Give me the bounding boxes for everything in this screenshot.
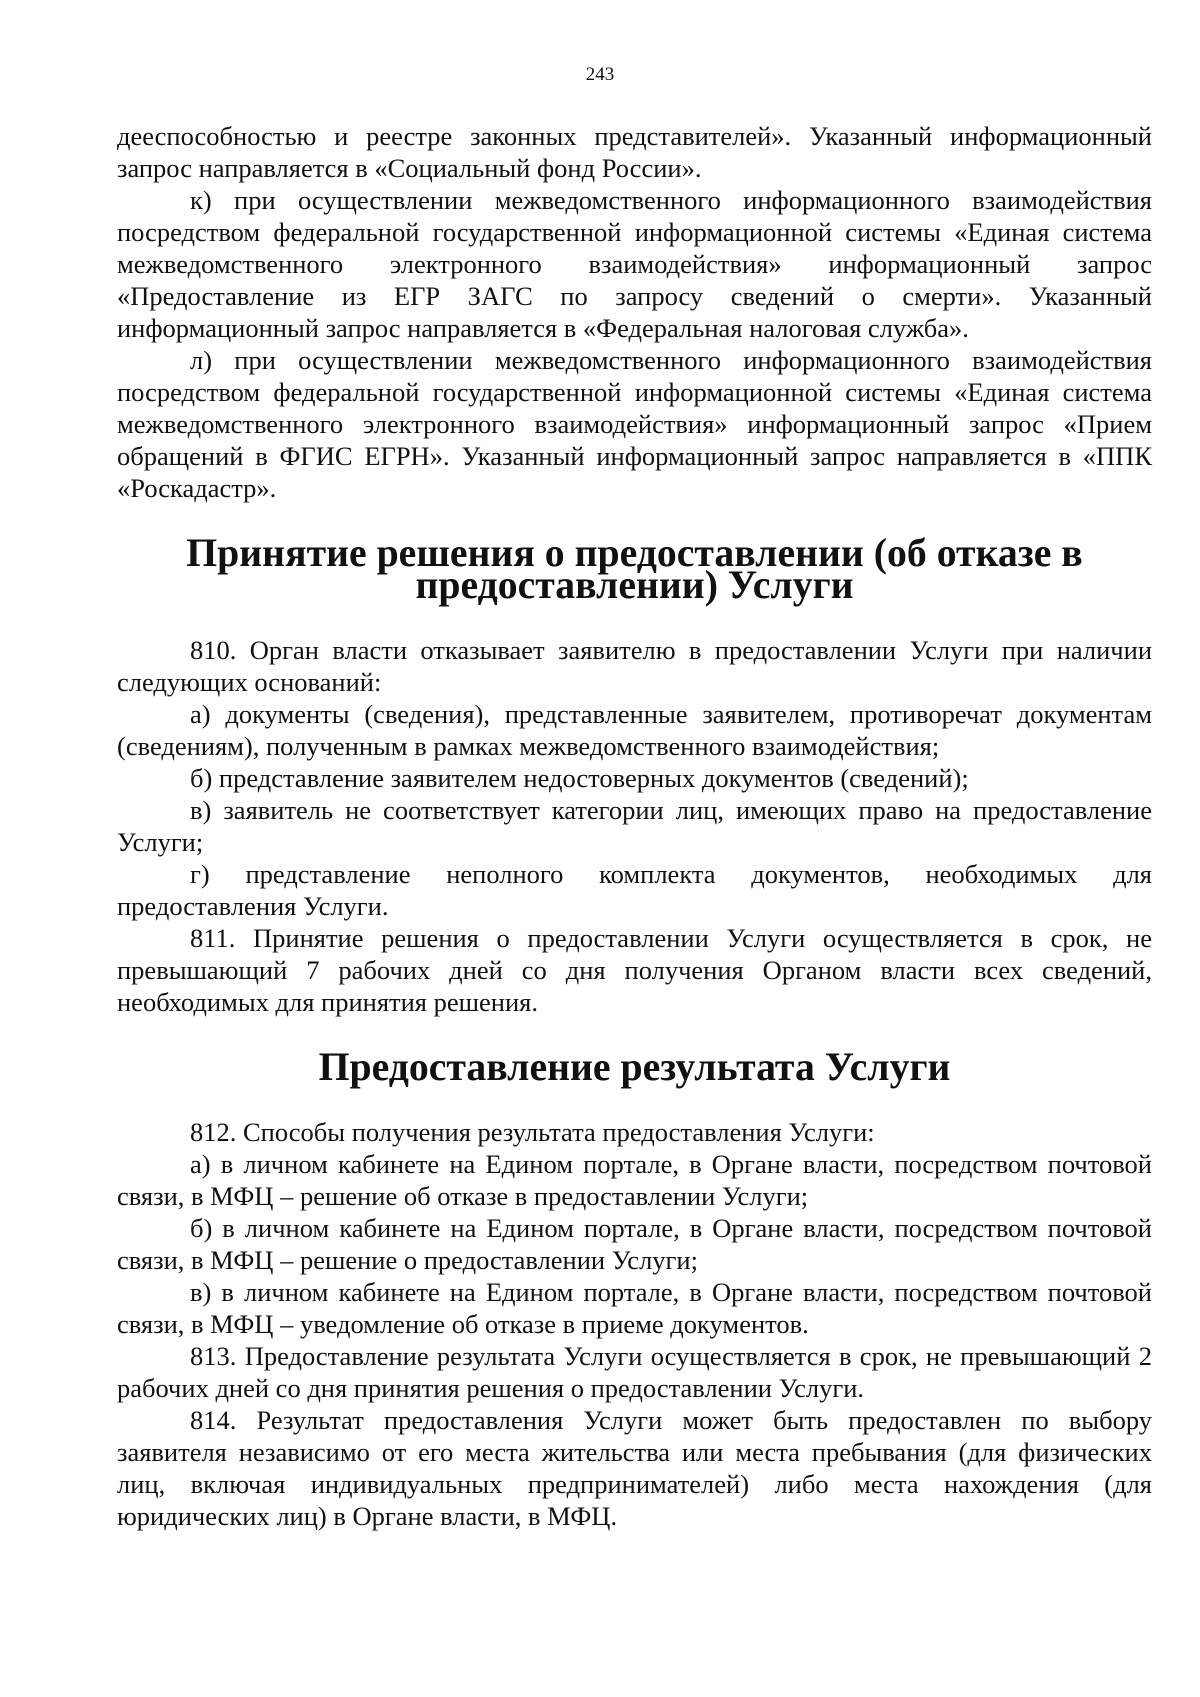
paragraph-810-a: а) документы (сведения), представленные заявителем, противоречат документам (сведениям), полученным в рамках межведомственного взаимодействия; [117,699,1152,761]
paragraph-812-v: в) в личном кабинете на Едином портале, в Органе власти, посредством почтовой связи, в МФЦ – уведомление об отказе в приеме документов. [117,1277,1152,1339]
section-heading-decision: Принятие решения о предоставлении (об отказе в предоставлении) Услуги [186,531,1083,607]
section-decision-body [117,634,1152,1018]
paragraph-810-v: в) заявитель не соответствует категории лиц, имеющих право на предоставление Услуги; [117,795,1152,857]
paragraph-812-a: а) в личном кабинете на Едином портале, в Органе власти, посредством почтовой связи, в МФЦ – решение об отказе в предоставлении Услуги; [117,1149,1152,1211]
paragraph-continuation: дееспособностью и реестре законных представителей». Указанный информационный запрос направляется в «Социальный фонд России». [117,121,1152,183]
paragraph-810-b: б) представление заявителем недостоверных документов (сведений); [190,763,969,793]
paragraph-810: 810. Орган власти отказывает заявителю в предоставлении Услуги при наличии следующих оснований: [117,635,1152,697]
paragraph-item-l: л) при осуществлении межведомственного информационного взаимодействия посредством федеральной государственной информационной системы «Единая система межведомственного электронного взаимодействия» информационный запрос «Прием обращений в ФГИС ЕГРН». Указанный информационный запрос направляется в «ППК «Роскадастр». [117,345,1152,503]
paragraph-814: 814. Результат предоставления Услуги может быть предоставлен по выбору заявителя независимо от его места жительства или места пребывания (для физических лиц, включая индивидуальных предпринимателей) либо места нахождения (для юридических лиц) в Органе власти, в МФЦ. [117,1405,1152,1531]
paragraph-item-k: к) при осуществлении межведомственного информационного взаимодействия посредством федеральной государственной информационной системы «Единая система межведомственного электронного взаимодействия» информационный запрос «Предоставление из ЕГР ЗАГС по запросу сведений о смерти». Указанный информационный запрос направляется в «Федеральная налоговая служба». [117,185,1152,343]
page-number: 243 [585,64,615,85]
section-heading-result: Предоставление результата Услуги [318,1045,951,1089]
document-body [117,120,1152,1532]
paragraph-812-b: б) в личном кабинете на Едином портале, в Органе власти, посредством почтовой связи, в МФЦ – решение о предоставлении Услуги; [117,1213,1152,1275]
paragraph-811: 811. Принятие решения о предоставлении Услуги осуществляется в срок, не превышающий 7 рабочих дней со дня получения Органом власти всех сведений, необходимых для принятия решения. [117,923,1152,1017]
paragraph-813: 813. Предоставление результата Услуги осуществляется в срок, не превышающий 2 рабочих дней со дня принятия решения о предоставлении Услуги. [117,1341,1152,1403]
paragraph-812: 812. Способы получения результата предоставления Услуги: [190,1117,875,1147]
section-result-body [117,1116,1152,1532]
paragraph-810-g: г) представление неполного комплекта документов, необходимых для предоставления Услуги. [117,859,1152,921]
